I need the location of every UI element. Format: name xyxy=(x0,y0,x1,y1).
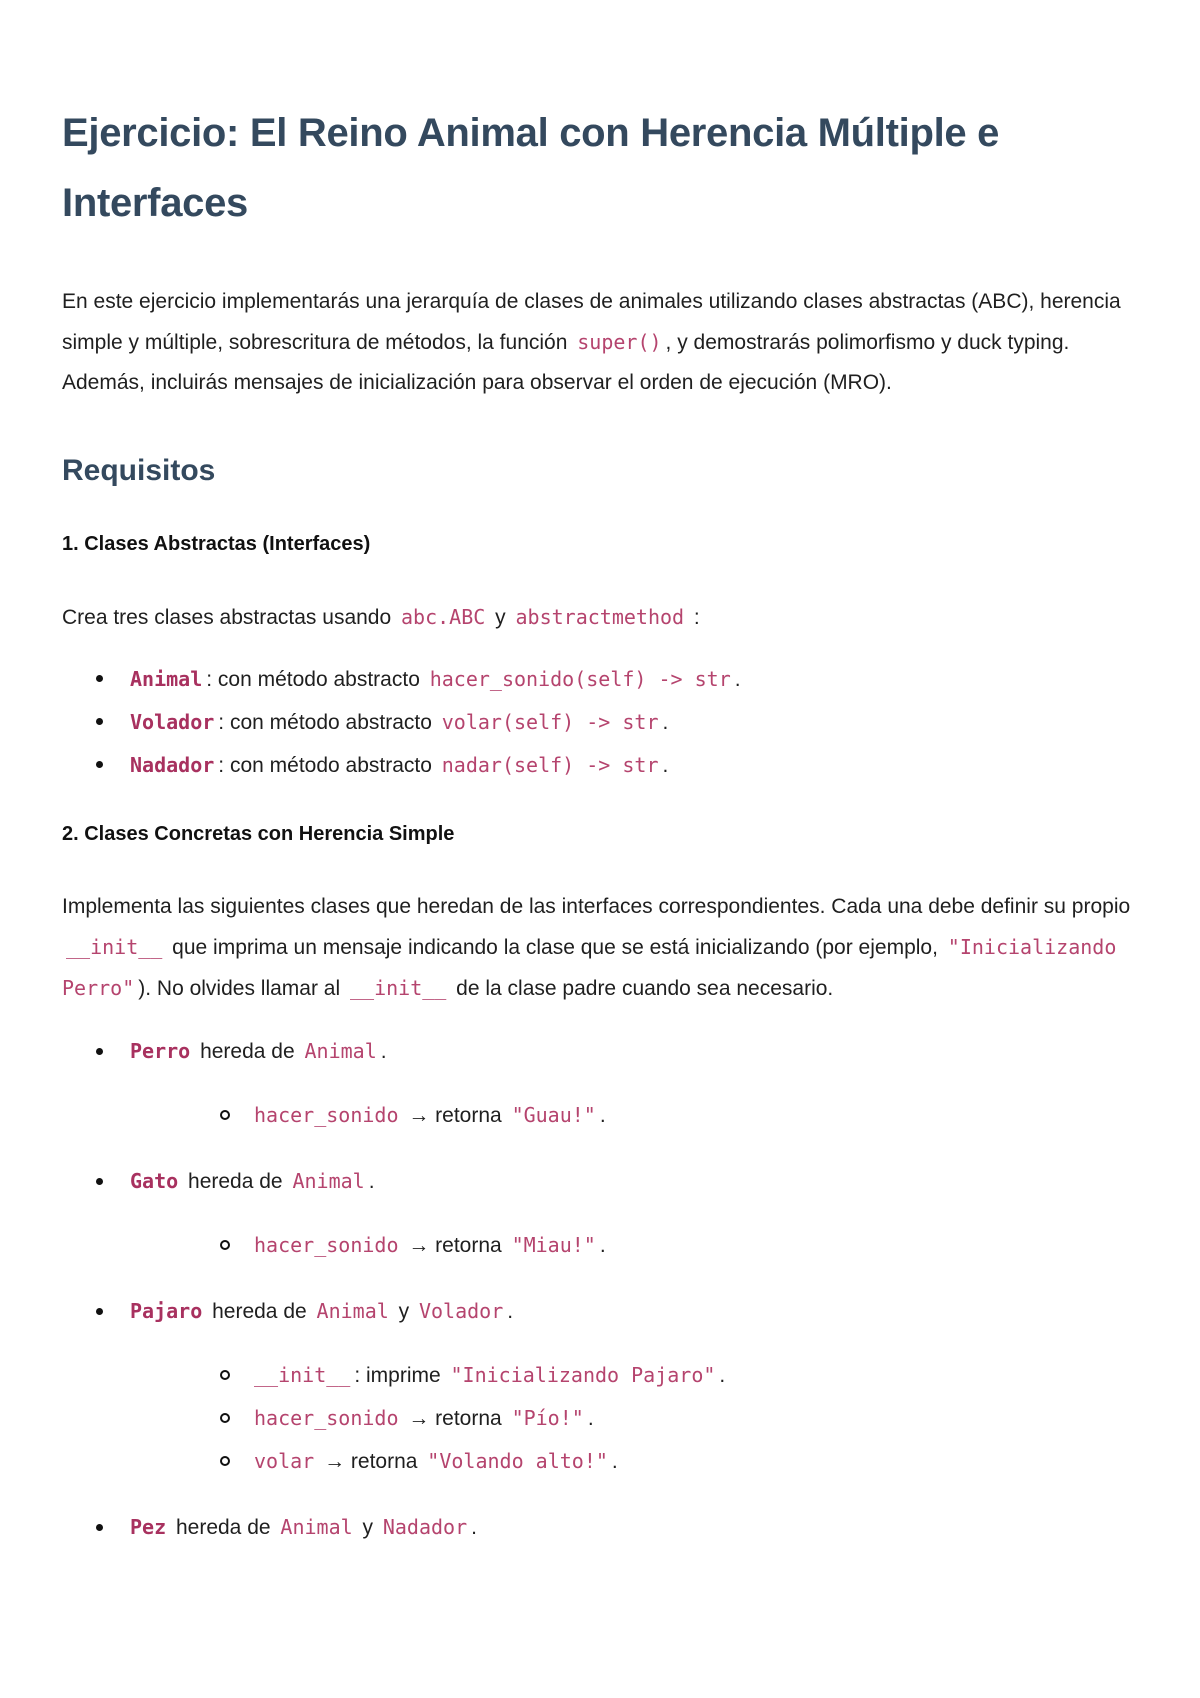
parent-class: Animal xyxy=(304,1039,377,1063)
section1-text-3: : xyxy=(693,606,700,629)
requisitos-heading: Requisitos xyxy=(62,454,216,487)
item-end: . xyxy=(662,754,669,777)
section1-text-1: Crea tres clases abstractas usando xyxy=(62,606,392,629)
concrete-classes-list xyxy=(62,1031,1142,1548)
list-item xyxy=(62,701,1142,744)
method-name: __init__ xyxy=(254,1363,351,1387)
item-text: : con método abstracto xyxy=(206,668,420,691)
hereda-text: hereda de xyxy=(188,1170,283,1193)
section2-text-4: de la clase padre cuando sea necesario. xyxy=(456,977,834,1000)
super-code: super() xyxy=(577,330,662,354)
hereda-text: hereda de xyxy=(212,1300,307,1323)
return-value: "Miau!" xyxy=(511,1233,596,1257)
class-name: Animal xyxy=(130,667,203,691)
class-name: Perro xyxy=(130,1039,191,1063)
section1-heading: 1. Clases Abstractas (Interfaces) xyxy=(62,533,371,555)
method-signature: hacer_sonido(self) -> str xyxy=(429,667,731,691)
retorna-text: → retorna xyxy=(324,1450,418,1473)
init-code-2: __init__ xyxy=(350,976,447,1000)
method-name: hacer_sonido xyxy=(254,1233,399,1257)
class-pajaro: Pajaro hereda de Animal y Volador . __init__ : imprime "Inicializando Pajaro" . hacer_sonido → retorna "Pío!" . volar → retorna "Volando alto!" . xyxy=(62,1291,1142,1483)
class-pez: Pez hereda de Animal y Nadador . xyxy=(62,1507,1142,1548)
list-item: hacer_sonido → retorna "Guau!" . xyxy=(126,1094,1142,1137)
parent-class: Animal xyxy=(280,1515,353,1539)
class-name: Pajaro xyxy=(130,1299,203,1323)
print-value: "Inicializando Pajaro" xyxy=(450,1363,716,1387)
section2-heading: 2. Clases Concretas con Herencia Simple xyxy=(62,823,455,845)
retorna-text: → retorna xyxy=(408,1234,502,1257)
method-name: hacer_sonido xyxy=(254,1103,399,1127)
retorna-text: → retorna xyxy=(408,1104,502,1127)
y-text: y xyxy=(398,1300,410,1323)
abc-code: abc.ABC xyxy=(401,605,486,629)
parent-class: Volador xyxy=(418,1299,504,1323)
parent-class: Nadador xyxy=(382,1515,468,1539)
abstractmethod-code: abstractmethod xyxy=(515,605,685,629)
method-list xyxy=(126,1354,1142,1483)
list-item: __init__ : imprime "Inicializando Pajaro" . xyxy=(126,1354,1142,1397)
class-gato: Gato hereda de Animal . hacer_sonido → retorna "Miau!" . xyxy=(62,1161,1142,1267)
init-perro-code: "Inicializando Perro" xyxy=(62,935,1117,1000)
item-end: . xyxy=(662,711,669,734)
class-name: Volador xyxy=(130,710,215,734)
method-signature: volar(self) -> str xyxy=(441,710,659,734)
init-code: __init__ xyxy=(66,935,163,959)
class-name: Nadador xyxy=(130,753,215,777)
intro-paragraph xyxy=(62,282,1142,403)
list-item: hacer_sonido → retorna "Miau!" . xyxy=(126,1224,1142,1267)
method-name: hacer_sonido xyxy=(254,1406,399,1430)
list-item xyxy=(62,744,1142,787)
hereda-text: hereda de xyxy=(175,1516,271,1539)
list-item xyxy=(62,658,1142,701)
method-name: volar xyxy=(254,1449,315,1473)
abstract-classes-list xyxy=(62,658,1142,787)
imprime-text: : imprime xyxy=(354,1364,441,1387)
method-list xyxy=(126,1224,1142,1267)
return-value: "Volando alto!" xyxy=(427,1449,608,1473)
section2-text-3: ). No olvides llamar al xyxy=(138,977,341,1000)
return-value: "Guau!" xyxy=(511,1103,596,1127)
section2-paragraph xyxy=(62,887,1142,1009)
y-text: y xyxy=(362,1516,373,1539)
return-value: "Pío!" xyxy=(511,1406,584,1430)
retorna-text: → retorna xyxy=(408,1407,502,1430)
section2-text-2: que imprima un mensaje indicando la clase que se está inicializando (por ejemplo, xyxy=(172,936,938,959)
method-signature: nadar(self) -> str xyxy=(441,753,659,777)
class-perro: Perro hereda de Animal . hacer_sonido → retorna "Guau!" . xyxy=(62,1031,1142,1137)
section1-text-2: y xyxy=(495,606,506,629)
class-name: Pez xyxy=(130,1515,167,1539)
document-content xyxy=(62,98,1142,1548)
item-end: . xyxy=(734,668,741,691)
list-item: volar → retorna "Volando alto!" . xyxy=(126,1440,1142,1483)
section2-text-1: Implementa las siguientes clases que heredan de las interfaces correspondientes. Cada una debe definir su propio xyxy=(62,895,1131,918)
parent-class: Animal xyxy=(292,1169,365,1193)
item-text: : con método abstracto xyxy=(218,711,432,734)
method-list xyxy=(126,1094,1142,1137)
page-title: Ejercicio: El Reino Animal con Herencia Múltiple e Interfaces xyxy=(62,111,1000,225)
class-name: Gato xyxy=(130,1169,179,1193)
intro-text-2: , y demostrarás polimorfismo y duck typing. Además, incluirás mensajes de inicialización para observar el orden de ejecución (MRO). xyxy=(62,331,1070,394)
list-item: hacer_sonido → retorna "Pío!" . xyxy=(126,1397,1142,1440)
item-text: : con método abstracto xyxy=(218,754,432,777)
parent-class: Animal xyxy=(316,1299,389,1323)
hereda-text: hereda de xyxy=(200,1040,295,1063)
section1-paragraph xyxy=(62,597,1142,638)
intro-text-1: En este ejercicio implementarás una jerarquía de clases de animales utilizando clases abstractas (ABC), herencia simple y múltiple, sobrescritura de métodos, la función xyxy=(62,290,1121,354)
